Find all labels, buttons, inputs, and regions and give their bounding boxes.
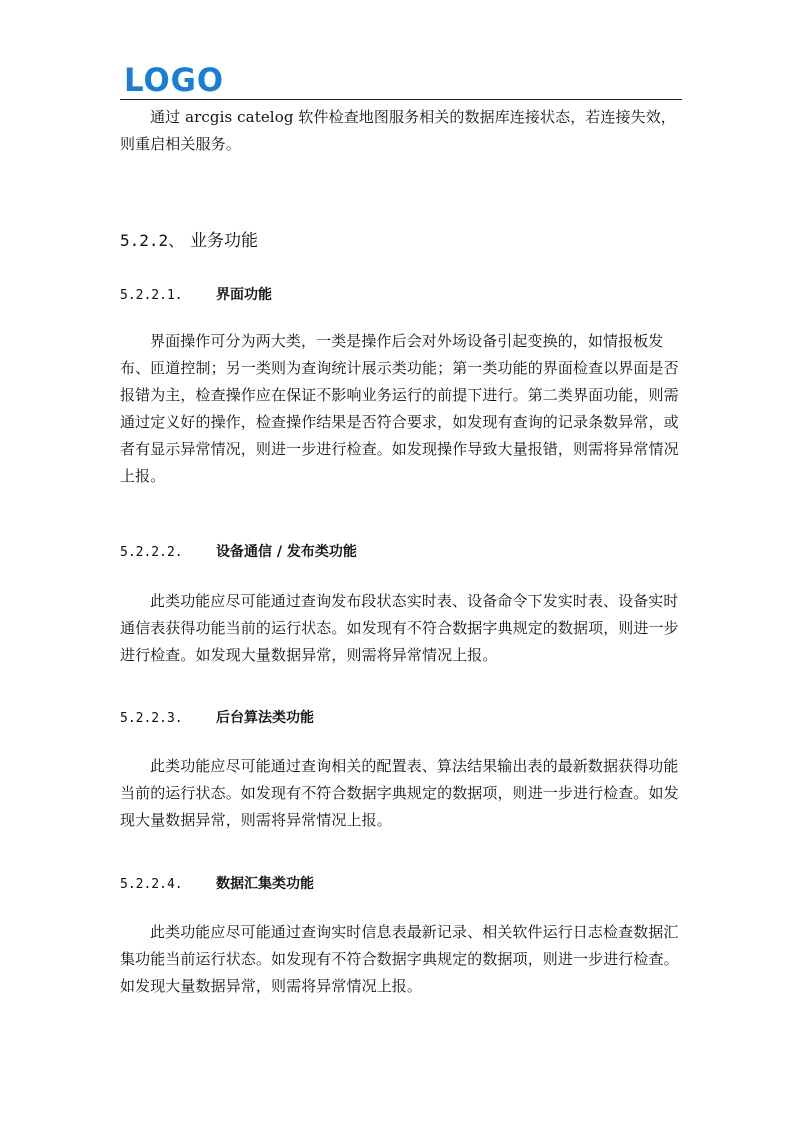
subsection-title: 数据汇集类功能 (216, 876, 314, 892)
logo (124, 64, 226, 94)
intro-paragraph: 通过 arcgis catelog 软件检查地图服务相关的数据库连接状态，若连接失效，则重启相关服务。 (120, 108, 676, 153)
subsection-body: 此类功能应尽可能通过查询实时信息表最新记录、相关软件运行日志检查数据汇集功能当前运行状态。如发现有不符合数据字典规定的数据项，则进一步进行检查。如发现大量数据异常，则需将异常情况上报。 (120, 923, 679, 995)
section-title: 业务功能 (190, 231, 258, 251)
subsection-heading (120, 707, 314, 727)
subsection-heading (120, 541, 357, 561)
section-heading (120, 226, 258, 251)
subsection-number: 5.2.2.2. (120, 545, 183, 560)
header-divider (120, 99, 682, 100)
logo-text: LOGO (124, 64, 224, 94)
subsection-body: 此类功能应尽可能通过查询相关的配置表、算法结果输出表的最新数据获得功能当前的运行状态。如发现有不符合数据字典规定的数据项，则进一步进行检查。如发现大量数据异常，则需将异常情况上报。 (120, 757, 679, 829)
subsection-body: 此类功能应尽可能通过查询发布段状态实时表、设备命令下发实时表、设备实时通信表获得功能当前的运行状态。如发现有不符合数据字典规定的数据项，则进一步进行检查。如发现大量数据异常，则需将异常情况上报。 (120, 592, 679, 664)
subsection-number: 5.2.2.4. (120, 877, 183, 892)
subsection-heading (120, 284, 272, 304)
subsection-number: 5.2.2.1. (120, 288, 183, 303)
section-number: 5.2.2、 (120, 231, 185, 250)
subsection-number: 5.2.2.3. (120, 711, 183, 726)
subsection-title: 设备通信 / 发布类功能 (216, 544, 357, 560)
subsection-heading (120, 873, 314, 893)
subsection-body: 界面操作可分为两大类，一类是操作后会对外场设备引起变换的，如情报板发布、匝道控制；另一类则为查询统计展示类功能；第一类功能的界面检查以界面是否报错为主，检查操作应在保证不影响业务运行的前提下进行。第二类界面功能，则需通过定义好的操作，检查操作结果是否符合要求，如发现有查询的记录条数异常，或者有显示异常情况，则进一步进行检查。如发现操作导致大量报错，则需将异常情况上报。 (120, 332, 679, 485)
subsection-title: 界面功能 (216, 287, 272, 303)
subsection-title: 后台算法类功能 (216, 710, 314, 726)
